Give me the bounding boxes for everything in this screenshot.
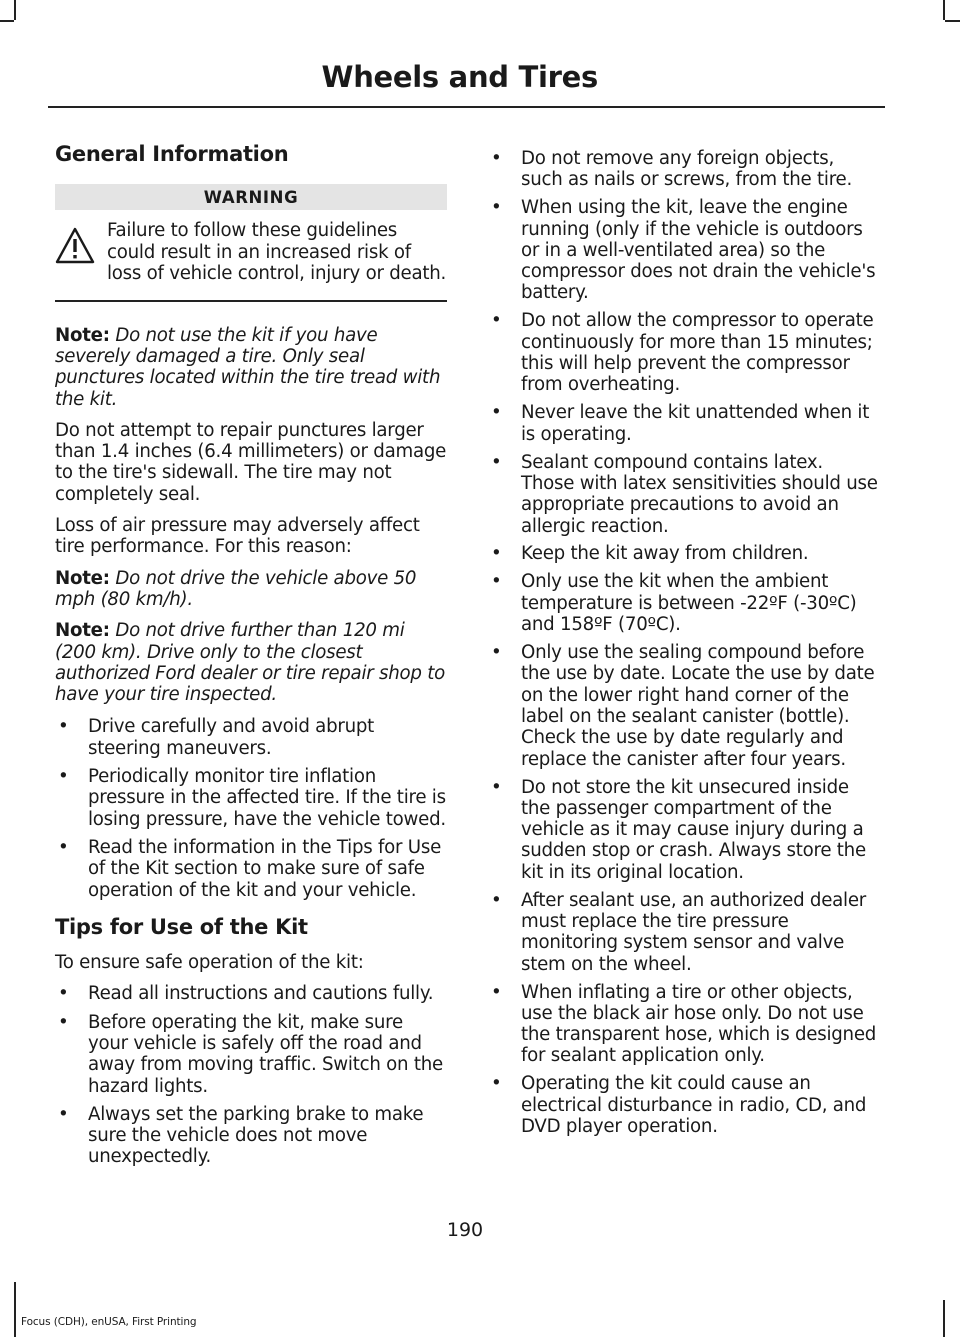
warning-triangle-icon <box>55 226 95 266</box>
crop-mark <box>14 1282 16 1337</box>
list-item: • Only use the kit when the ambient temperature is between -22ºF (-30ºC) and 158ºF (70ºC). <box>488 571 880 635</box>
list-item: • After sealant use, an authorized dealer must replace the tire pressure monitoring system sensor and valve stem on the wheel. <box>488 890 880 975</box>
warning-text: Failure to follow these guidelines could result in an increased risk of loss of vehicle control, injury or death. <box>107 220 447 284</box>
section-heading-tips: Tips for Use of the Kit <box>55 914 308 939</box>
right-column <box>488 148 880 1144</box>
crop-mark <box>943 1300 945 1337</box>
list-item: • Operating the kit could cause an electrical disturbance in radio, CD, and DVD player operation. <box>488 1073 880 1137</box>
crop-mark <box>945 20 960 22</box>
page-title: Wheels and Tires <box>321 60 598 94</box>
paragraph: Loss of air pressure may adversely affect tire performance. For this reason: <box>55 515 420 558</box>
crop-mark <box>943 0 945 20</box>
warning-divider <box>55 300 447 302</box>
note: Note: Do not use the kit if you have severely damaged a tire. Only seal punctures located within the tire tread with the kit. <box>55 324 441 410</box>
list-item: • Always set the parking brake to make sure the vehicle does not move unexpectedly. <box>55 1104 447 1168</box>
list-item: • Keep the kit away from children. <box>488 543 880 564</box>
bullet-list <box>488 148 880 1137</box>
paragraph: To ensure safe operation of the kit: <box>55 952 364 974</box>
warning-label: WARNING <box>55 184 447 210</box>
list-item: • Never leave the kit unattended when it is operating. <box>488 402 880 445</box>
list-item: • Do not allow the compressor to operate continuously for more than 15 minutes; this will help prevent the compressor from overheating. <box>488 310 880 395</box>
warning-box <box>55 184 447 301</box>
page-number: 190 <box>446 1219 484 1241</box>
crop-mark <box>14 0 16 20</box>
list-item: • Sealant compound contains latex. Those with latex sensitivities should use appropriate precautions to avoid an allergic reaction. <box>488 452 880 537</box>
list-item: • Only use the sealing compound before the use by date. Locate the use by date on the lower right hand corner of the label on the sealant canister (bottle). Check the use by date regularly and replace the canister after four years. <box>488 642 880 770</box>
section-heading-general-information: General Information <box>55 142 289 166</box>
list-item: • Read all instructions and cautions fully. <box>55 983 447 1004</box>
left-column <box>55 144 447 1175</box>
crop-mark <box>0 20 14 22</box>
list-item: • When inflating a tire or other objects, use the black air hose only. Do not use the transparent hose, which is designed for sealant application only. <box>488 982 880 1067</box>
list-item: • Read the information in the Tips for Use of the Kit section to make sure of safe operation of the kit and your vehicle. <box>55 837 447 901</box>
list-item: • Periodically monitor tire inflation pressure in the affected tire. If the tire is losing pressure, have the vehicle towed. <box>55 766 447 830</box>
list-item: • Before operating the kit, make sure your vehicle is safely off the road and away from moving traffic. Switch on the hazard lights. <box>55 1012 447 1097</box>
bullet-list <box>55 983 447 1167</box>
list-item: • Do not remove any foreign objects, such as nails or screws, from the tire. <box>488 148 880 191</box>
list-item: • Drive carefully and avoid abrupt steering maneuvers. <box>55 716 447 759</box>
note: Note: Do not drive the vehicle above 50 mph (80 km/h). <box>55 567 417 610</box>
bullet-list <box>55 716 447 900</box>
header-divider <box>48 106 885 108</box>
edition-footer: Focus (CDH), enUSA, First Printing <box>21 1316 197 1328</box>
list-item: • When using the kit, leave the engine running (only if the vehicle is outdoors or in a well-ventilated area) so the compressor does not drain the vehicle's battery. <box>488 197 880 303</box>
note: Note: Do not drive further than 120 mi (200 km). Drive only to the closest authorized Ford dealer or tire repair shop to have your tire inspected. <box>55 620 445 706</box>
paragraph: Do not attempt to repair punctures larger than 1.4 inches (6.4 millimeters) or damage to the tire's sidewall. The tire may not completely seal. <box>55 419 447 505</box>
list-item: • Do not store the kit unsecured inside the passenger compartment of the vehicle as it may cause injury during a sudden stop or crash. Always store the kit in its original location. <box>488 777 880 883</box>
